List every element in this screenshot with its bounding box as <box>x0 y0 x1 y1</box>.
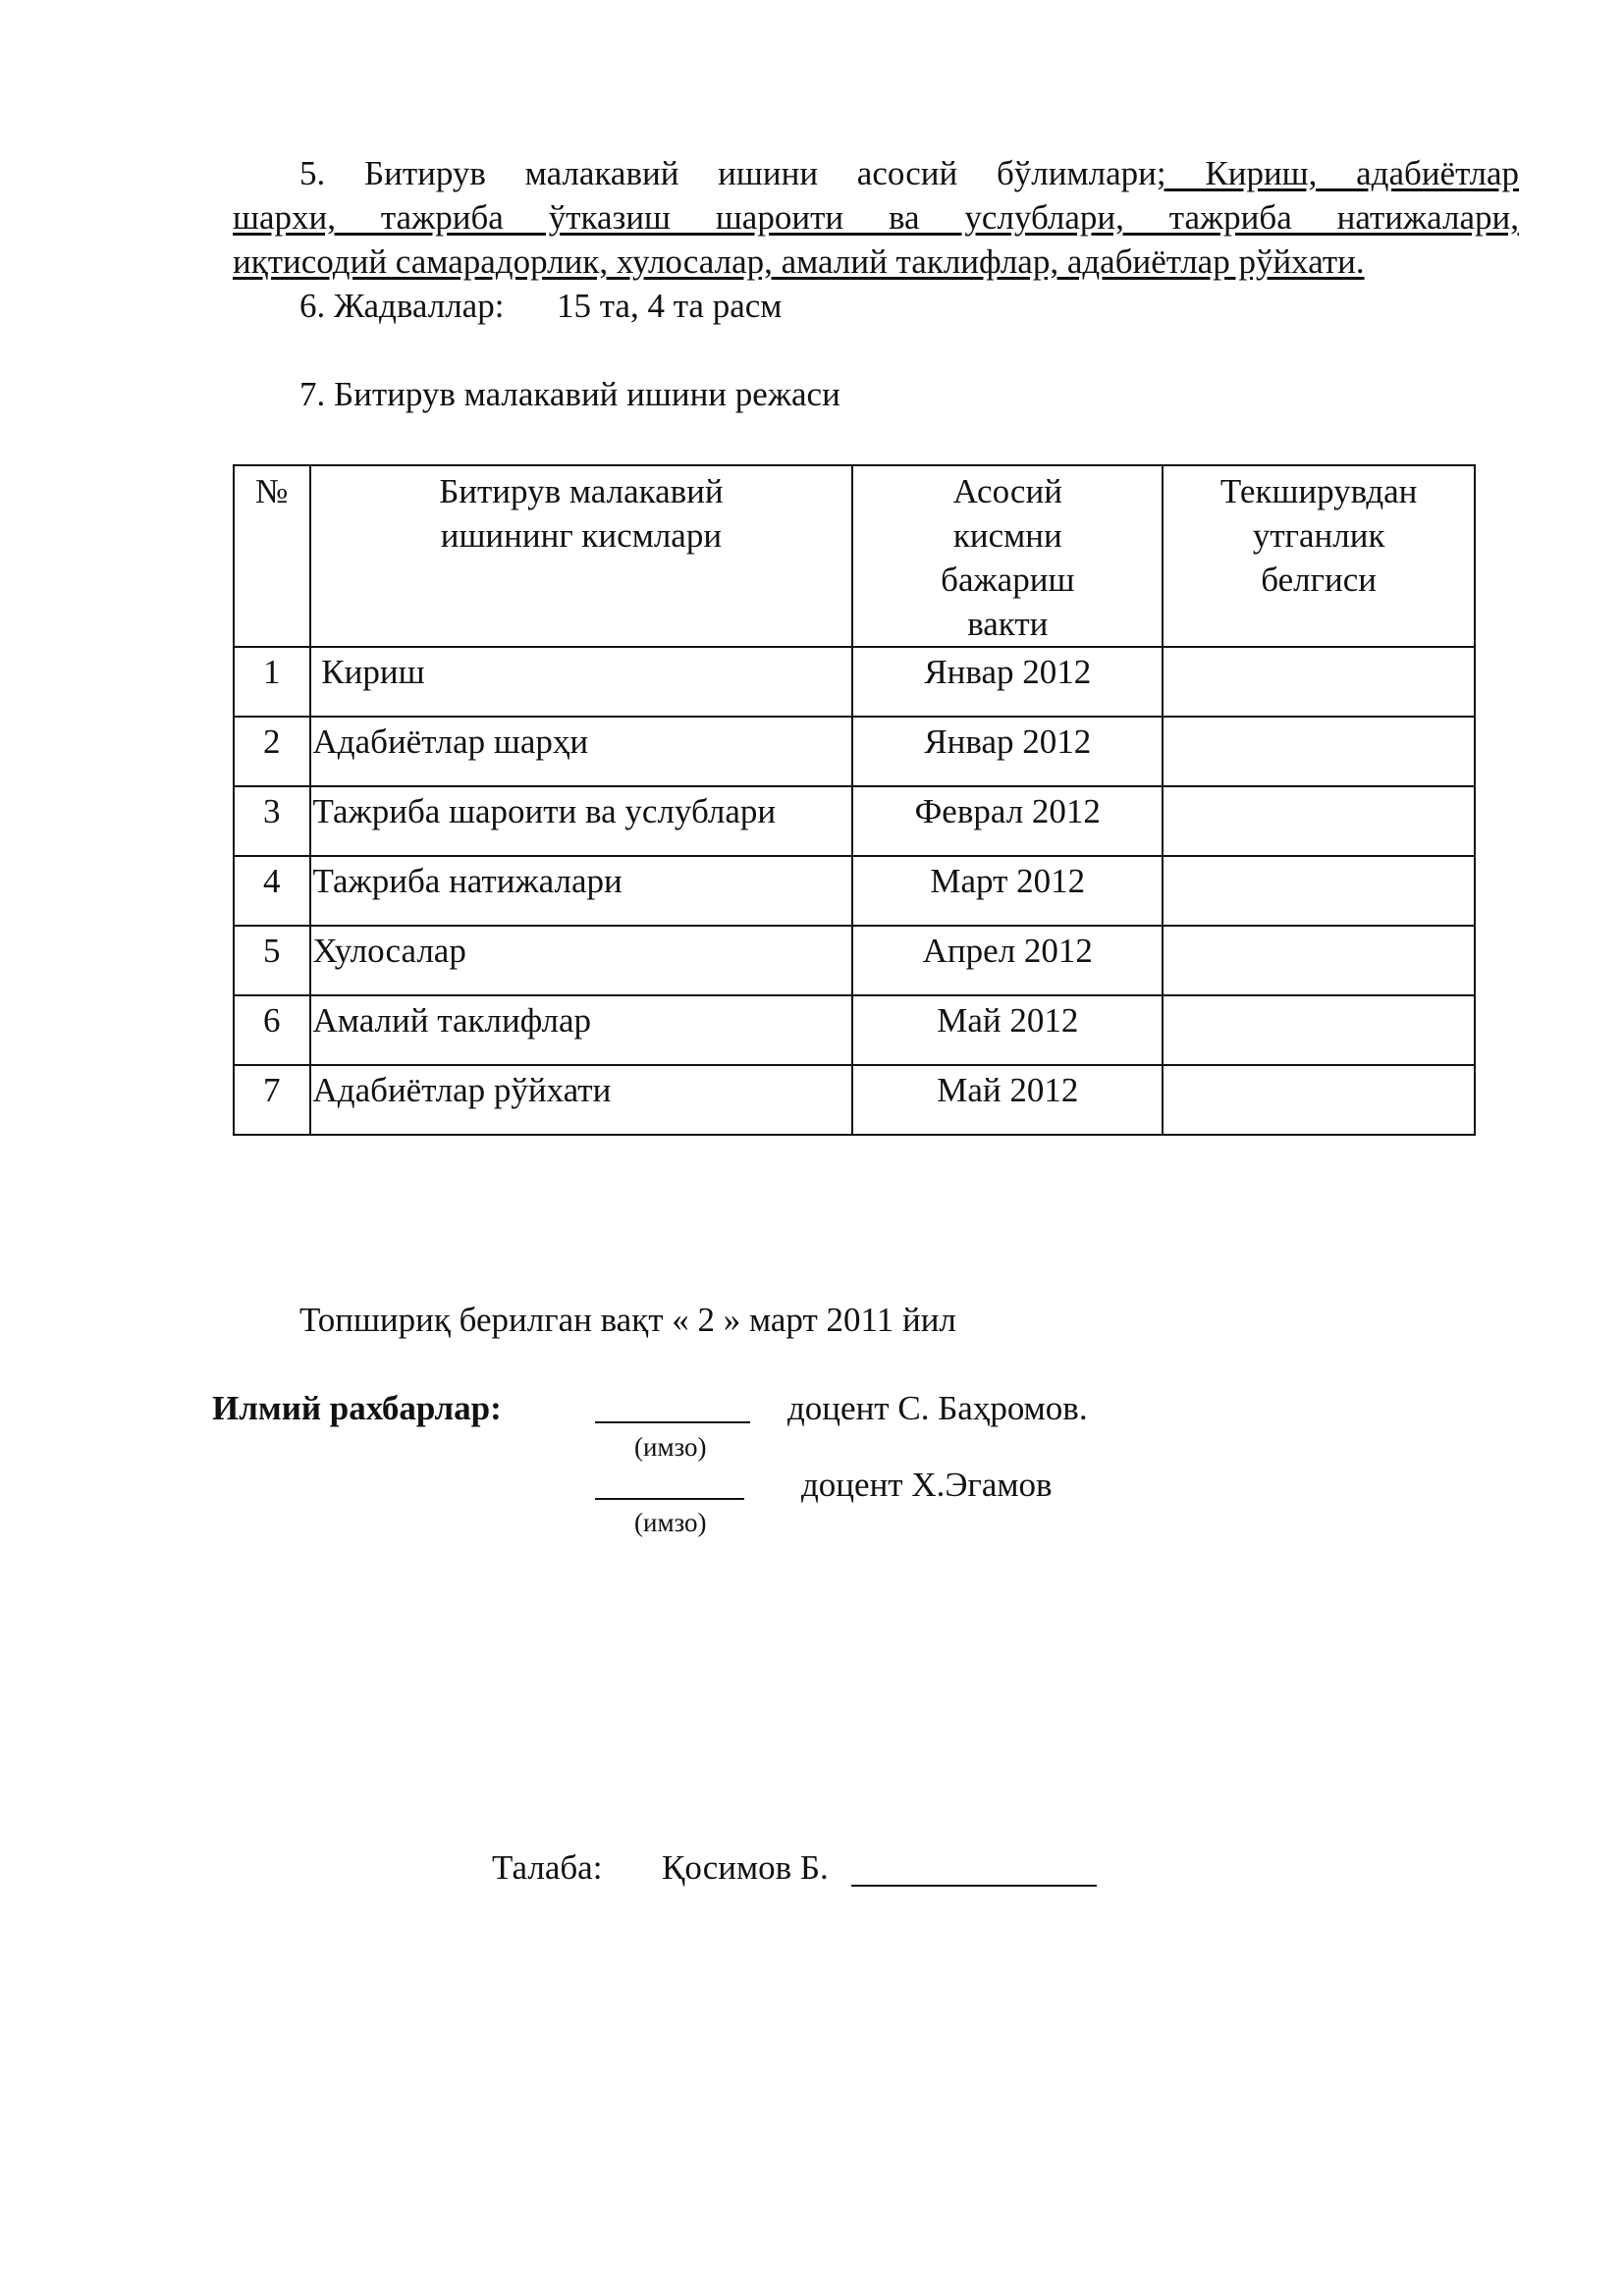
row-part: Кириш <box>310 647 853 717</box>
supervisor-1-name: доцент С. Баҳромов. <box>787 1389 1088 1427</box>
header-check-line-3: белгиси <box>1261 561 1377 599</box>
row-check <box>1163 856 1475 926</box>
section-7-heading: 7. Битирув малакавий ишини режаси <box>299 375 840 413</box>
row-time: Март 2012 <box>852 856 1163 926</box>
row-time: Апрел 2012 <box>852 926 1163 995</box>
table-row <box>234 786 1475 856</box>
section-6-value: 15 та, 4 та расм <box>556 287 783 325</box>
row-num: 2 <box>234 717 310 786</box>
header-part-line-1: Битирув малакавий <box>439 472 724 510</box>
row-num: 4 <box>234 856 310 926</box>
section-6-label: 6. Жадваллар: <box>299 287 505 325</box>
header-time-line-1: Асосий <box>952 472 1062 510</box>
row-num: 5 <box>234 926 310 995</box>
section-6 <box>299 284 782 328</box>
assignment-date: Топшириқ берилган вақт « 2 » март 2011 йил <box>299 1301 956 1339</box>
section-5-content-start: ; Кириш, адабиётлар <box>1156 154 1520 192</box>
table-row <box>234 926 1475 995</box>
row-part: Хулосалар <box>310 926 853 995</box>
header-part <box>310 465 853 647</box>
row-num: 1 <box>234 647 310 717</box>
student-name: Қосимов Б. <box>662 1848 829 1887</box>
row-part: Адабиётлар шарҳи <box>310 717 853 786</box>
row-time: Феврал 2012 <box>852 786 1163 856</box>
signature-caption-1: (имзо) <box>634 1432 707 1462</box>
row-part: Амалий таклифлар <box>310 995 853 1065</box>
row-time: Май 2012 <box>852 1065 1163 1135</box>
section-5-line-1 <box>233 151 1519 195</box>
table-row <box>234 995 1475 1065</box>
section-5-line-2: шархи, тажриба ўтказиш шароити ва услублари, тажриба натижалари, <box>233 198 1519 237</box>
row-check <box>1163 717 1475 786</box>
table-row <box>234 647 1475 717</box>
row-num: 3 <box>234 786 310 856</box>
row-part: Тажриба натижалари <box>310 856 853 926</box>
signature-line-2 <box>595 1498 744 1500</box>
section-5-paragraph <box>233 151 1519 284</box>
table-row <box>234 717 1475 786</box>
row-time: Январ 2012 <box>852 647 1163 717</box>
plan-table <box>233 464 1476 1136</box>
row-check <box>1163 926 1475 995</box>
header-time <box>852 465 1163 647</box>
row-part: Тажриба шароити ва услублари <box>310 786 853 856</box>
table-row <box>234 856 1475 926</box>
header-part-line-2: ишининг кисмлари <box>440 516 723 555</box>
row-time: Январ 2012 <box>852 717 1163 786</box>
section-5-line-3-text: иқтисодий самарадорлик, хулосалар, амалий таклифлар, адабиётлар рўйхати. <box>233 242 1365 281</box>
supervisors-label: Илмий рахбарлар: <box>212 1389 502 1427</box>
section-5-label: 5. Битирув малакавий ишини асосий бўлимлари <box>299 154 1157 192</box>
signature-caption-2: (имзо) <box>634 1508 707 1537</box>
plan-table-header-row <box>234 465 1475 647</box>
header-num-text: № <box>255 472 289 510</box>
row-check <box>1163 995 1475 1065</box>
header-num <box>234 465 310 647</box>
row-check <box>1163 1065 1475 1135</box>
header-time-line-2: кисмни <box>952 516 1062 555</box>
student-label: Талаба: <box>492 1848 603 1887</box>
row-num: 7 <box>234 1065 310 1135</box>
signature-line-1 <box>595 1421 750 1423</box>
table-row <box>234 1065 1475 1135</box>
section-5-line-3 <box>233 240 1519 284</box>
student-signature-line <box>851 1885 1097 1887</box>
header-check-line-1: Текширувдан <box>1219 472 1418 510</box>
header-time-line-3: бажариш <box>941 561 1075 599</box>
row-check <box>1163 786 1475 856</box>
header-check <box>1163 465 1475 647</box>
row-check <box>1163 647 1475 717</box>
header-time-line-4: вакти <box>967 605 1049 643</box>
row-part: Адабиётлар рўйхати <box>310 1065 853 1135</box>
header-check-line-2: утганлик <box>1252 516 1385 555</box>
row-time: Май 2012 <box>852 995 1163 1065</box>
supervisor-2-name: доцент Х.Эгамов <box>801 1466 1053 1504</box>
row-num: 6 <box>234 995 310 1065</box>
